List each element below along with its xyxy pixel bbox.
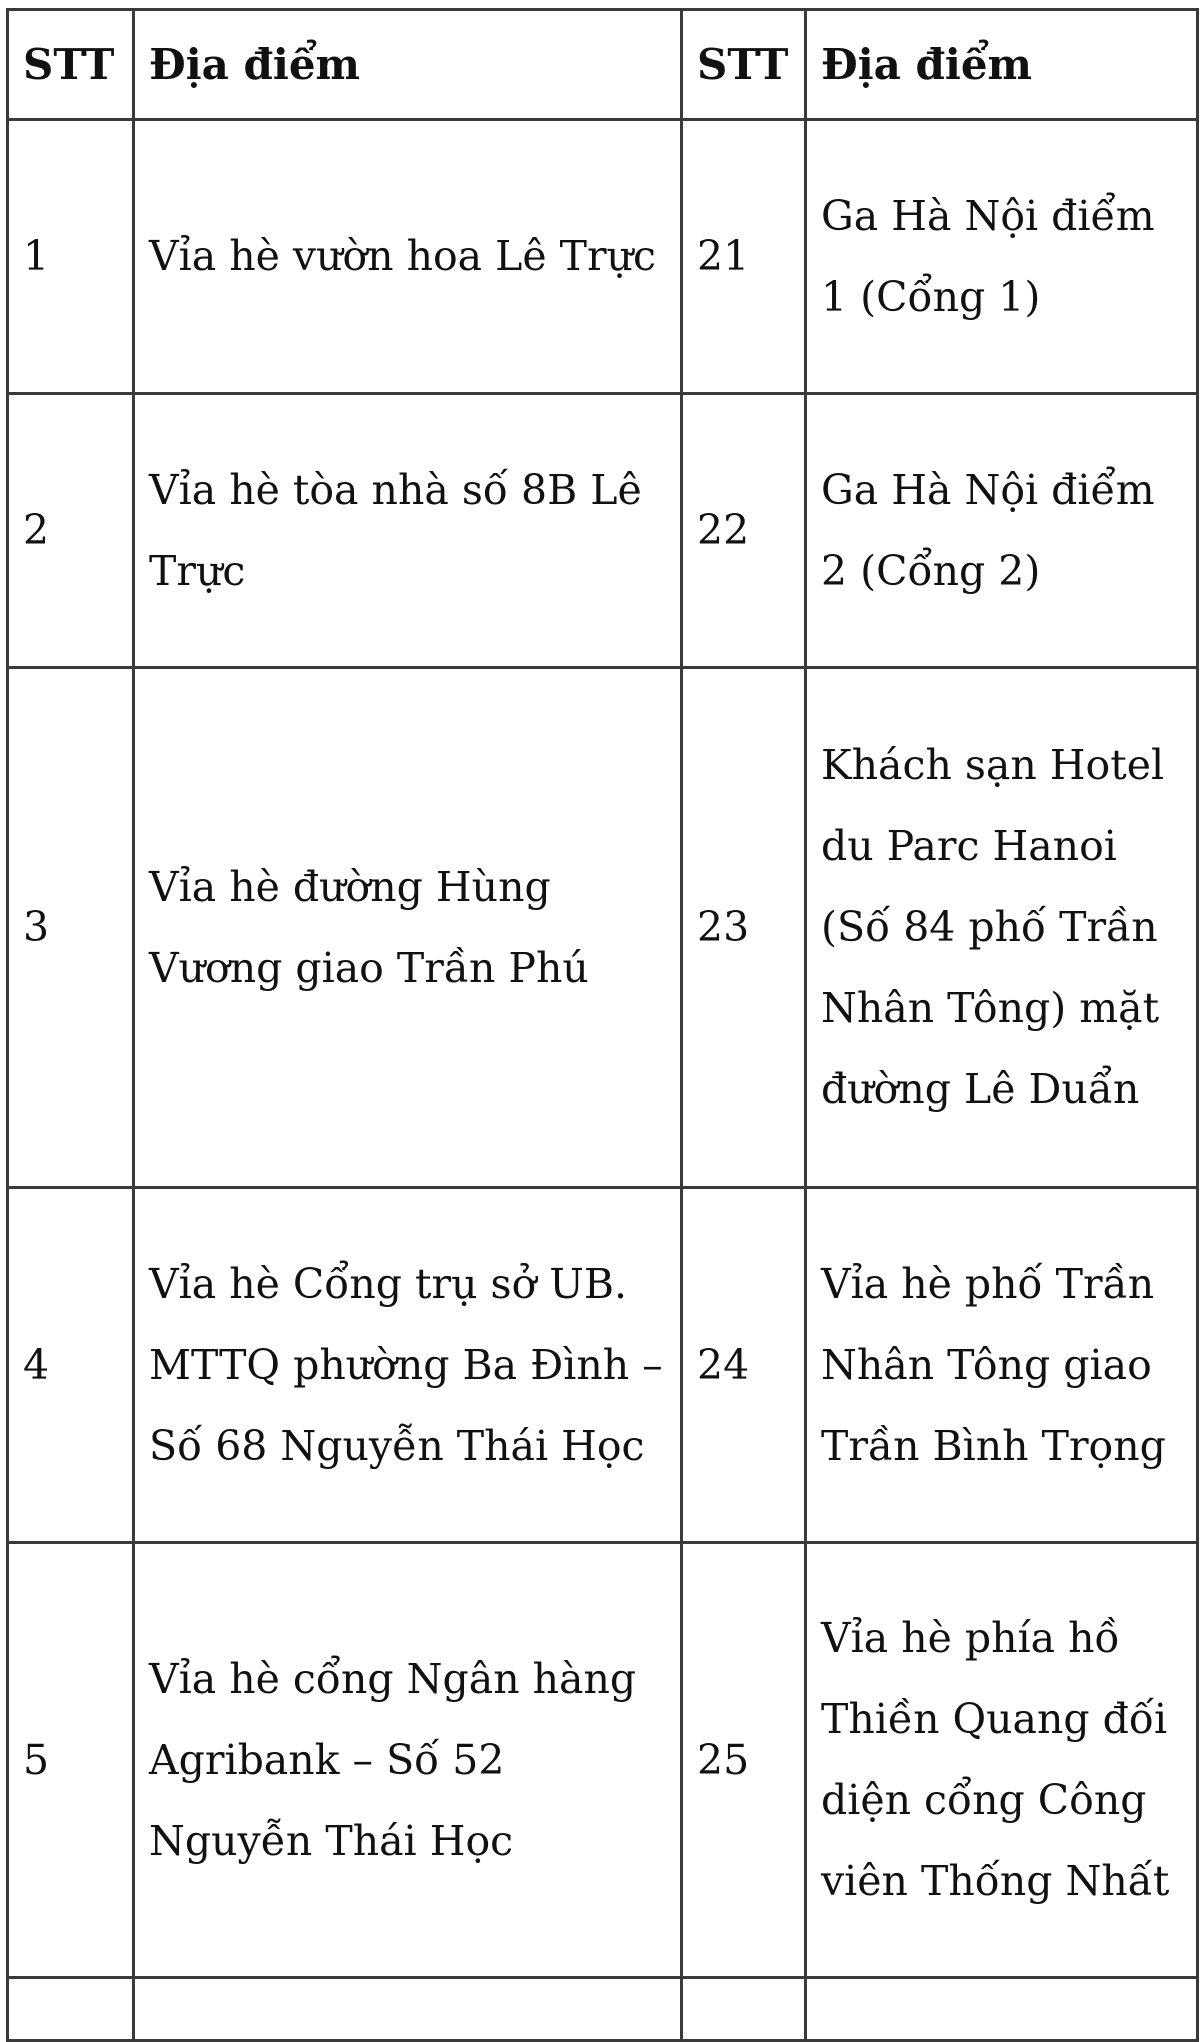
table-row — [8, 1188, 1198, 1543]
place-cell: Vỉa hè Cổng trụ sở UB. MTTQ phường Ba Đình – Số 68 Nguyễn Thái Học — [134, 1188, 682, 1543]
stt-cell: 21 — [682, 120, 806, 394]
stt-cell: 2 — [8, 394, 134, 668]
header-place-left: Địa điểm — [134, 10, 682, 120]
table-row — [8, 394, 1198, 668]
place-cell: Vỉa hè tòa nhà số 8B Lê Trực — [134, 394, 682, 668]
empty-cell — [806, 1978, 1198, 2041]
stt-cell: 25 — [682, 1543, 806, 1978]
locations-table — [6, 8, 1199, 2042]
stt-cell: 4 — [8, 1188, 134, 1543]
stt-cell: 5 — [8, 1543, 134, 1978]
table-row — [8, 120, 1198, 394]
header-stt-right: STT — [682, 10, 806, 120]
table-row-partial — [8, 1978, 1198, 2041]
empty-cell — [8, 1978, 134, 2041]
stt-cell: 24 — [682, 1188, 806, 1543]
header-stt-left: STT — [8, 10, 134, 120]
place-cell: Vỉa hè đường Hùng Vương giao Trần Phú — [134, 668, 682, 1188]
stt-cell: 23 — [682, 668, 806, 1188]
stt-cell: 3 — [8, 668, 134, 1188]
place-cell: Ga Hà Nội điểm 2 (Cổng 2) — [806, 394, 1198, 668]
table-row — [8, 668, 1198, 1188]
table-row — [8, 1543, 1198, 1978]
place-cell: Ga Hà Nội điểm 1 (Cổng 1) — [806, 120, 1198, 394]
place-cell: Vỉa hè phố Trần Nhân Tông giao Trần Bình Trọng — [806, 1188, 1198, 1543]
stt-cell: 22 — [682, 394, 806, 668]
stt-cell: 1 — [8, 120, 134, 394]
place-cell: Vỉa hè phía hồ Thiền Quang đối diện cổng Công viên Thống Nhất — [806, 1543, 1198, 1978]
place-cell: Vỉa hè vườn hoa Lê Trực — [134, 120, 682, 394]
table-header-row — [8, 10, 1198, 120]
header-place-right: Địa điểm — [806, 10, 1198, 120]
empty-cell — [682, 1978, 806, 2041]
empty-cell — [134, 1978, 682, 2041]
place-cell: Vỉa hè cổng Ngân hàng Agribank – Số 52 Nguyễn Thái Học — [134, 1543, 682, 1978]
place-cell: Khách sạn Hotel du Parc Hanoi (Số 84 phố Trần Nhân Tông) mặt đường Lê Duẩn — [806, 668, 1198, 1188]
